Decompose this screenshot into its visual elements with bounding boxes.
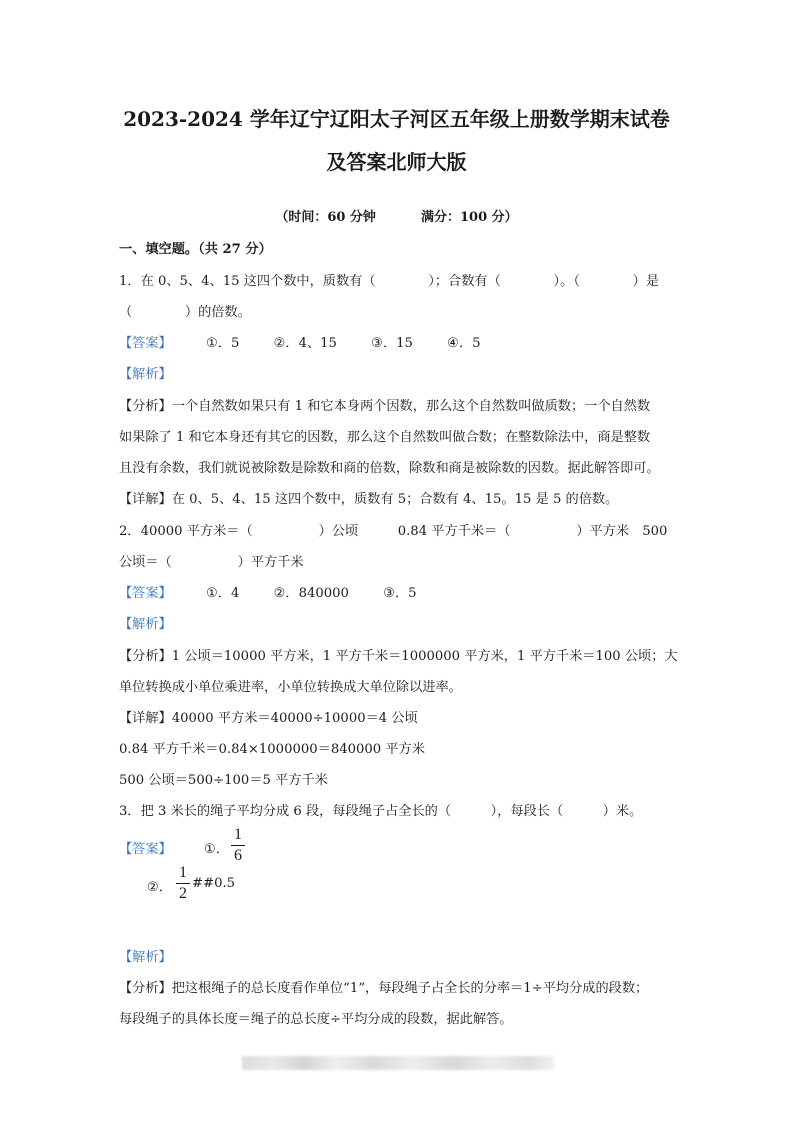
exam-time: （时间：60 分钟 <box>275 210 376 225</box>
detail-text: 40000 平方米＝40000÷10000＝4 公顷 <box>171 711 418 726</box>
question-3-line1: 3．把 3 米长的绳子平均分成 6 段，每段绳子占全长的（ ），每段长（ ）米。 <box>119 804 643 819</box>
jiexi-label: 【解析】 <box>119 950 172 965</box>
question-1-analysis-line2: 如果除了 1 和它本身还有其它的因数，那么这个自然数叫做合数；在整数除法中，商是整数 <box>119 430 651 445</box>
answer-item-1-prefix: ①． <box>203 842 229 857</box>
question-3-analysis-line2: 每段绳子的具体长度＝绳子的总长度÷平均分成的段数，据此解答。 <box>119 1012 513 1027</box>
answer-fraction-1 <box>231 826 245 865</box>
answer-item: ③．5 <box>383 586 417 601</box>
exam-meta <box>0 206 793 225</box>
question-2-calc-line3: 500 公顷＝500÷100＝5 平方千米 <box>119 773 328 788</box>
detail-label: 【详解】 <box>119 711 172 726</box>
answer-item: ②．4、15 <box>273 336 337 351</box>
fraction-numerator: 1 <box>234 826 242 843</box>
question-2-calc-line2: 0.84 平方千米＝0.84×1000000＝840000 平方米 <box>119 742 425 757</box>
fraction-denominator: 2 <box>179 885 187 902</box>
detail-text: 在 0、5、4、15 这四个数中，质数有 5；合数有 4、15。15 是 5 的倍数。 <box>171 492 619 507</box>
question-1-analysis-line3: 且没有余数，我们就说被除数是除数和商的倍数，除数和商是被除数的因数。据此解答即可。 <box>119 461 660 476</box>
answer-item-2-suffix: ##0.5 <box>192 876 236 891</box>
fraction-bar <box>231 845 245 846</box>
answer-label: 【答案】 <box>119 586 172 601</box>
answer-label: 【答案】 <box>119 842 172 857</box>
document-title-line1: 2023-2024 学年辽宁辽阳太子河区五年级上册数学期末试卷 <box>123 107 670 131</box>
answer-item: ①．5 <box>205 336 240 351</box>
jiexi-label: 【解析】 <box>119 617 172 632</box>
analysis-text: 一个自然数如果只有 1 和它本身两个因数，那么这个自然数叫做质数；一个自然数 <box>171 399 651 414</box>
detail-label: 【详解】 <box>119 492 172 507</box>
answer-item: ④．5 <box>447 336 481 351</box>
question-1-line2: （ ）的倍数。 <box>119 305 251 320</box>
analysis-label: 【分析】 <box>119 399 172 414</box>
blurred-footer-watermark <box>242 1056 554 1070</box>
analysis-text: 1 公顷＝10000 平方米，1 平方千米＝1000000 平方米，1 平方千米＝100 公顷；大 <box>171 649 678 664</box>
fraction-denominator: 6 <box>234 847 242 864</box>
analysis-text: 把这根绳子的总长度看作单位“1”，每段绳子占全长的分率＝1÷平均分成的段数； <box>171 981 649 996</box>
analysis-label: 【分析】 <box>119 981 172 996</box>
answer-fraction-2 <box>176 864 190 903</box>
jiexi-label: 【解析】 <box>119 367 172 382</box>
fraction-numerator: 1 <box>179 864 187 881</box>
question-2-line1: 2．40000 平方米＝（ ）公顷 0.84 平方千米＝（ ）平方米 500 <box>119 524 668 539</box>
question-2-analysis-line2: 单位转换成小单位乘进率，小单位转换成大单位除以进率。 <box>119 680 462 695</box>
section-heading: 一、填空题。（共 27 分） <box>119 242 272 257</box>
question-1-analysis-line1 <box>119 395 650 414</box>
answer-item: ①．4 <box>205 586 240 601</box>
document-title-line2: 及答案北师大版 <box>326 150 467 174</box>
question-1-detail <box>119 488 618 507</box>
question-1-answer <box>119 332 481 351</box>
question-2-detail <box>119 707 418 726</box>
fraction-bar <box>176 883 190 884</box>
answer-item: ③．15 <box>371 336 413 351</box>
analysis-label: 【分析】 <box>119 649 172 664</box>
exam-score: 满分：100 分） <box>421 210 518 225</box>
question-3-answer <box>119 838 229 857</box>
answer-item-2-prefix: ②． <box>147 880 173 895</box>
question-2-analysis-line1 <box>119 645 678 664</box>
question-2-answer <box>119 582 417 601</box>
question-1-line1: 1．在 0、5、4、15 这四个数中，质数有（ ）；合数有（ ）。（ ）是 <box>119 274 660 289</box>
answer-item: ②．840000 <box>273 586 349 601</box>
answer-label: 【答案】 <box>119 336 172 351</box>
question-3-analysis-line1 <box>119 977 648 996</box>
question-2-line2: 公顷＝（ ）平方千米 <box>119 555 304 570</box>
